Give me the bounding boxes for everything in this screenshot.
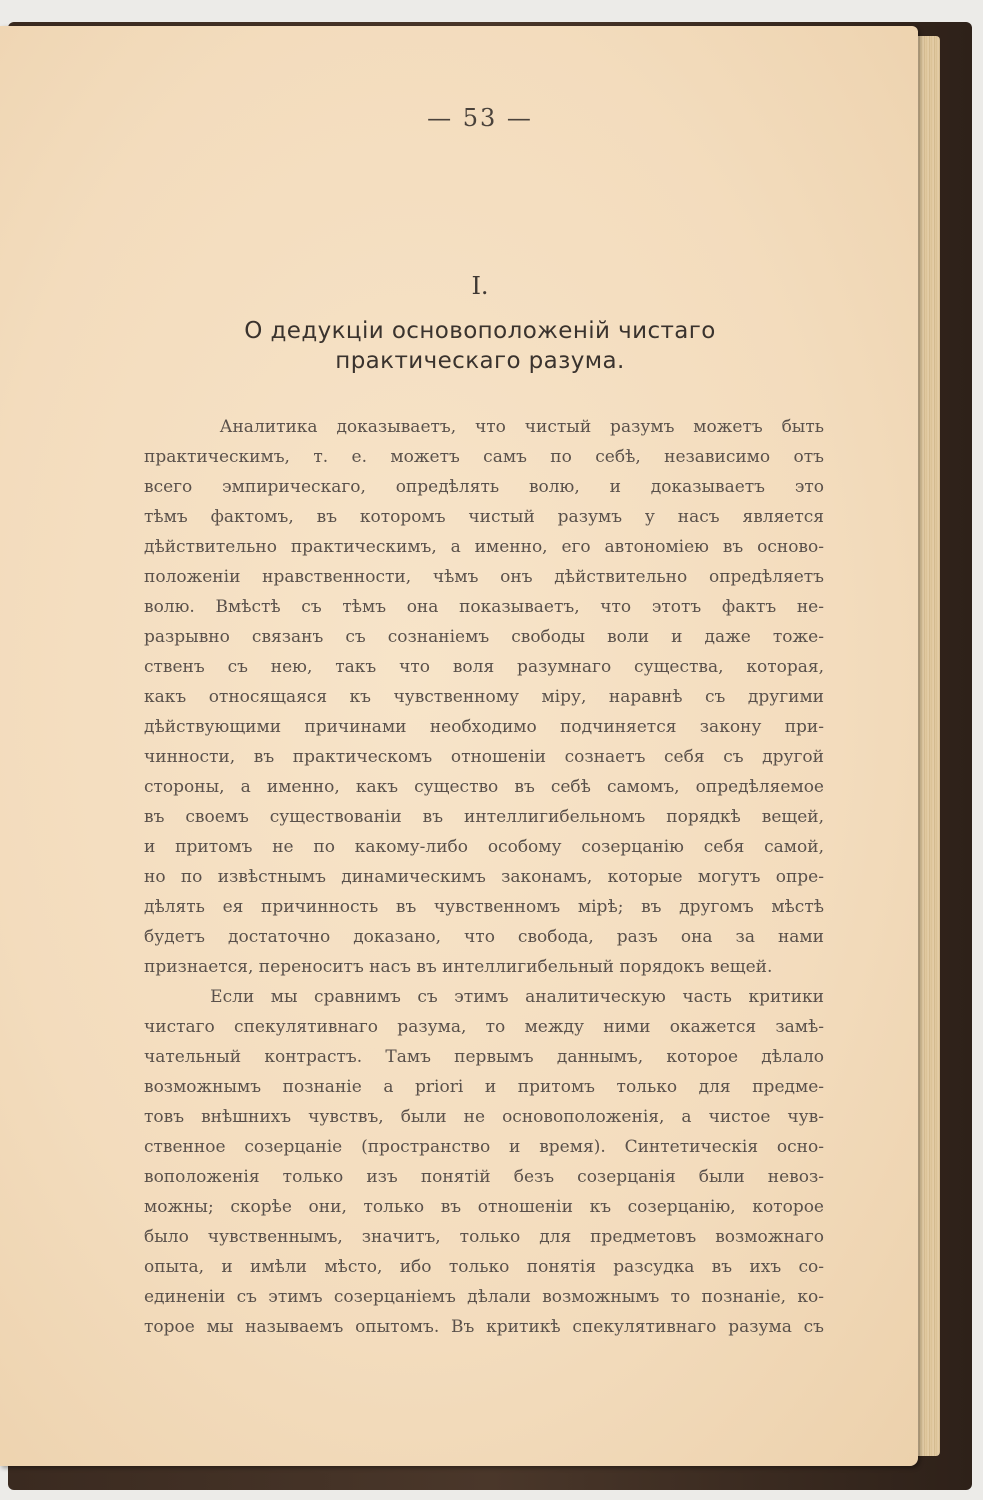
text-line: чинности, въ практическомъ отношеніи сознаетъ себя съ другой (144, 747, 824, 767)
heading-line: практическаго разума. (335, 348, 625, 374)
text-line: дѣлять ея причинность въ чувственномъ мірѣ; въ другомъ мѣстѣ (144, 897, 824, 917)
text-line: будетъ достаточно доказано, что свобода, разъ она за нами (144, 927, 824, 947)
text-line: и притомъ не по какому-либо особому созерцанію себя самой, (144, 837, 824, 857)
text-line: чистаго спекулятивнаго разума, то между ними окажется замѣ- (144, 1017, 824, 1037)
text-line: ственное созерцаніе (пространство и время). Синтетическія осно- (144, 1137, 824, 1157)
heading-line: О дедукціи основоположеній чистаго (244, 318, 716, 344)
text-line: чательный контрастъ. Тамъ первымъ даннымъ, которое дѣлало (144, 1047, 824, 1067)
text-line: Если мы сравнимъ съ этимъ аналитическую часть критики (144, 987, 824, 1007)
text-line: возможнымъ познаніе a priori и притомъ только для предме- (144, 1077, 824, 1097)
text-line: Аналитика доказываетъ, что чистый разумъ можетъ быть (144, 417, 824, 437)
text-line: можны; скорѣе они, только въ отношеніи къ созерцанію, которое (144, 1197, 824, 1217)
section-number: I. (471, 272, 489, 300)
text-line: волю. Вмѣстѣ съ тѣмъ она показываетъ, что этотъ фактъ не- (144, 597, 824, 617)
text-line: тѣмъ фактомъ, въ которомъ чистый разумъ у насъ является (144, 507, 824, 527)
text-line: стороны, а именно, какъ существо въ себѣ самомъ, опредѣляемое (144, 777, 824, 797)
text-line: въ своемъ существованіи въ интеллигибельномъ порядкѣ вещей, (144, 807, 824, 827)
book-page (0, 26, 918, 1466)
text-line: дѣйствующими причинами необходимо подчиняется закону при- (144, 717, 824, 737)
page-number: — 53 — (427, 104, 533, 132)
text-line: товъ внѣшнихъ чувствъ, были не основоположенія, а чистое чув- (144, 1107, 824, 1127)
text-line: какъ относящаяся къ чувственному міру, наравнѣ съ другими (144, 687, 824, 707)
text-line: воположенія только изъ понятій безъ созерцанія были невоз- (144, 1167, 824, 1187)
text-line: всего эмпирическаго, опредѣлять волю, и доказываетъ это (144, 477, 824, 497)
body-text (144, 412, 824, 1342)
text-line: положеніи нравственности, чѣмъ онъ дѣйствительно опредѣляетъ (144, 567, 824, 587)
text-line: признается, переноситъ насъ въ интеллигибельный порядокъ вещей. (144, 957, 773, 977)
text-line: торое мы называемъ опытомъ. Въ критикѣ спекулятивнаго разума съ (144, 1317, 824, 1337)
text-line: но по извѣстнымъ динамическимъ законамъ, которые могутъ опре- (144, 867, 824, 887)
text-line: дѣйствительно практическимъ, а именно, его автономіею въ осново- (144, 537, 824, 557)
text-line: практическимъ, т. е. можетъ самъ по себѣ, независимо отъ (144, 447, 824, 467)
text-line: разрывно связанъ съ сознаніемъ свободы воли и даже тоже- (144, 627, 824, 647)
text-line: ственъ съ нею, такъ что воля разумнаго существа, которая, (144, 657, 824, 677)
text-line: опыта, и имѣли мѣсто, ибо только понятія разсудка въ ихъ со- (144, 1257, 824, 1277)
text-line: единеніи съ этимъ созерцаніемъ дѣлали возможнымъ то познаніе, ко- (144, 1287, 824, 1307)
chapter-heading (130, 316, 830, 376)
text-line: было чувственнымъ, значитъ, только для предметовъ возможнаго (144, 1227, 824, 1247)
